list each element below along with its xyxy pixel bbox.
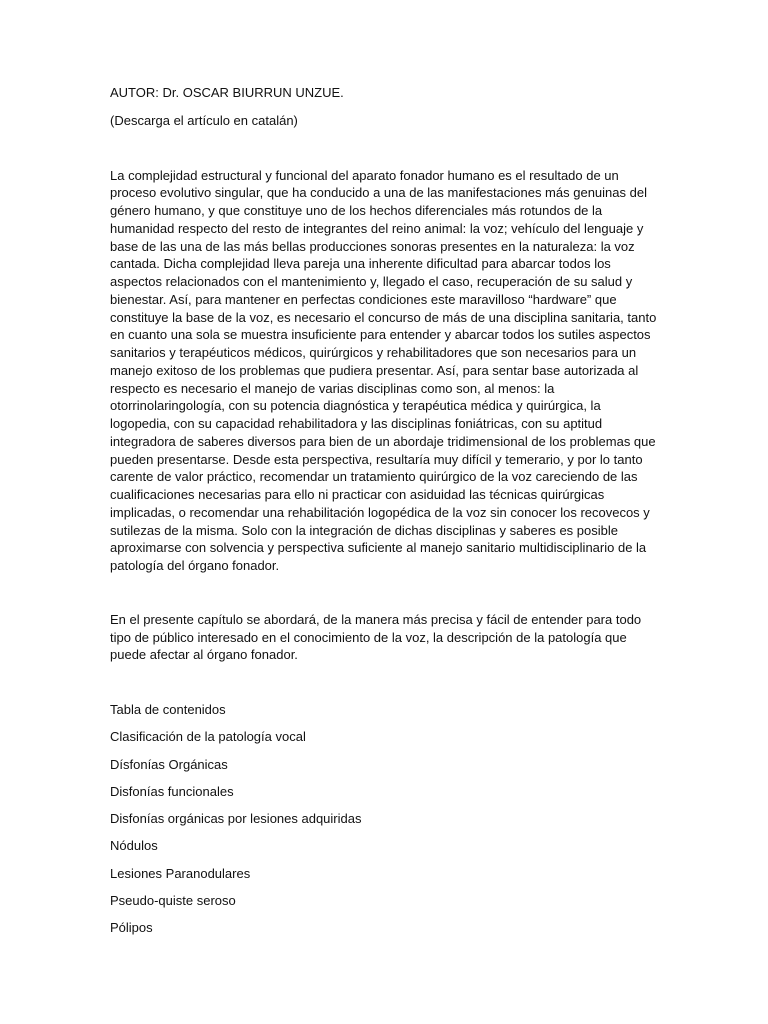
toc-item-disfonias-funcionales[interactable]: Disfonías funcionales: [110, 783, 234, 799]
author-line: AUTOR: Dr. OSCAR BIURRUN UNZUE.: [110, 85, 344, 100]
toc-item-lesiones-paranodulares[interactable]: Lesiones Paranodulares: [110, 865, 251, 881]
toc-item-pseudo-quiste[interactable]: Pseudo-quiste seroso: [110, 892, 236, 908]
toc-item-disfonias-organicas[interactable]: Dísfonías Orgánicas: [110, 756, 228, 772]
toc-item-clasificacion[interactable]: Clasificación de la patología vocal: [110, 729, 306, 745]
download-catalan-link[interactable]: (Descarga el artículo en catalán): [110, 112, 298, 128]
intro-paragraph: La complejidad estructural y funcional del aparato fonador humano es el resultado de un proceso evolutivo singular, que ha conducido a una de las manifestaciones más genuinas del género humano, y que constituye uno de los hechos diferenciales más rotundos de la humanidad respecto del resto de integrantes del reino animal: la voz; vehículo del lenguaje y base de las una de las más bellas producciones sonoras presentes en la naturaleza: la voz cantada. Dicha complejidad lleva pareja una inherente dificultad para abarcar todos los aspectos relacionados con el mantenimiento y, llegado el caso, recuperación de su salud y bienestar. Así, para mantener en perfectas condiciones este maravilloso “hardware” que constituye la base de la voz, es necesario el concurso de más de una disciplina sanitaria, tanto en cuanto una sola se muestra insuficiente para entender y abarcar todos los sutiles aspectos sanitarios y terapéuticos médicos, quirúrgicos y rehabilitadores que son necesarios para un manejo exitoso de los problemas que pudiera presentar. Así, para sentar base autorizada al respecto es necesario el manejo de varias disciplinas como son, al menos: la otorrinolaringología, con su potencia diagnóstica y terapéutica médica y quirúrgica, la logopedia, con su capacidad rehabilitadora y las disciplinas foniátricas, con su aptitud integradora de saberes diversos para bien de un abordaje tridimensional de los problemas que pueden presentarse. Desde esta perspectiva, resultaría muy difícil y temerario, y por lo tanto carente de valor práctico, recomendar un tratamiento quirúrgico de la voz careciendo de las cualificaciones necesarias para ello ni practicar con asiduidad las técnicas quirúrgicas implicadas, o recomendar una rehabilitación logopédica de la voz sin conocer los recovecos y sutilezas de la misma. Solo con la integración de dichas disciplinas y saberes es posible aproximarse con solvencia y perspectiva suficiente al manejo sanitario multidisciplinario de la patología del órgano fonador.: [110, 167, 657, 573]
toc-title: Tabla de contenidos: [110, 702, 226, 717]
article-body: [110, 84, 658, 937]
toc-item-nodulos[interactable]: Nódulos: [110, 838, 158, 854]
toc-item-lesiones-adquiridas[interactable]: Disfonías orgánicas por lesiones adquiridas: [110, 811, 362, 826]
table-of-contents: [110, 728, 658, 937]
toc-item-polipos[interactable]: Pólipos: [110, 920, 153, 935]
chapter-scope-paragraph: En el presente capítulo se abordará, de la manera más precisa y fácil de entender para todo tipo de público interesado en el conocimiento de la voz, la descripción de la patología que puede afectar al órgano fonador.: [110, 611, 642, 663]
